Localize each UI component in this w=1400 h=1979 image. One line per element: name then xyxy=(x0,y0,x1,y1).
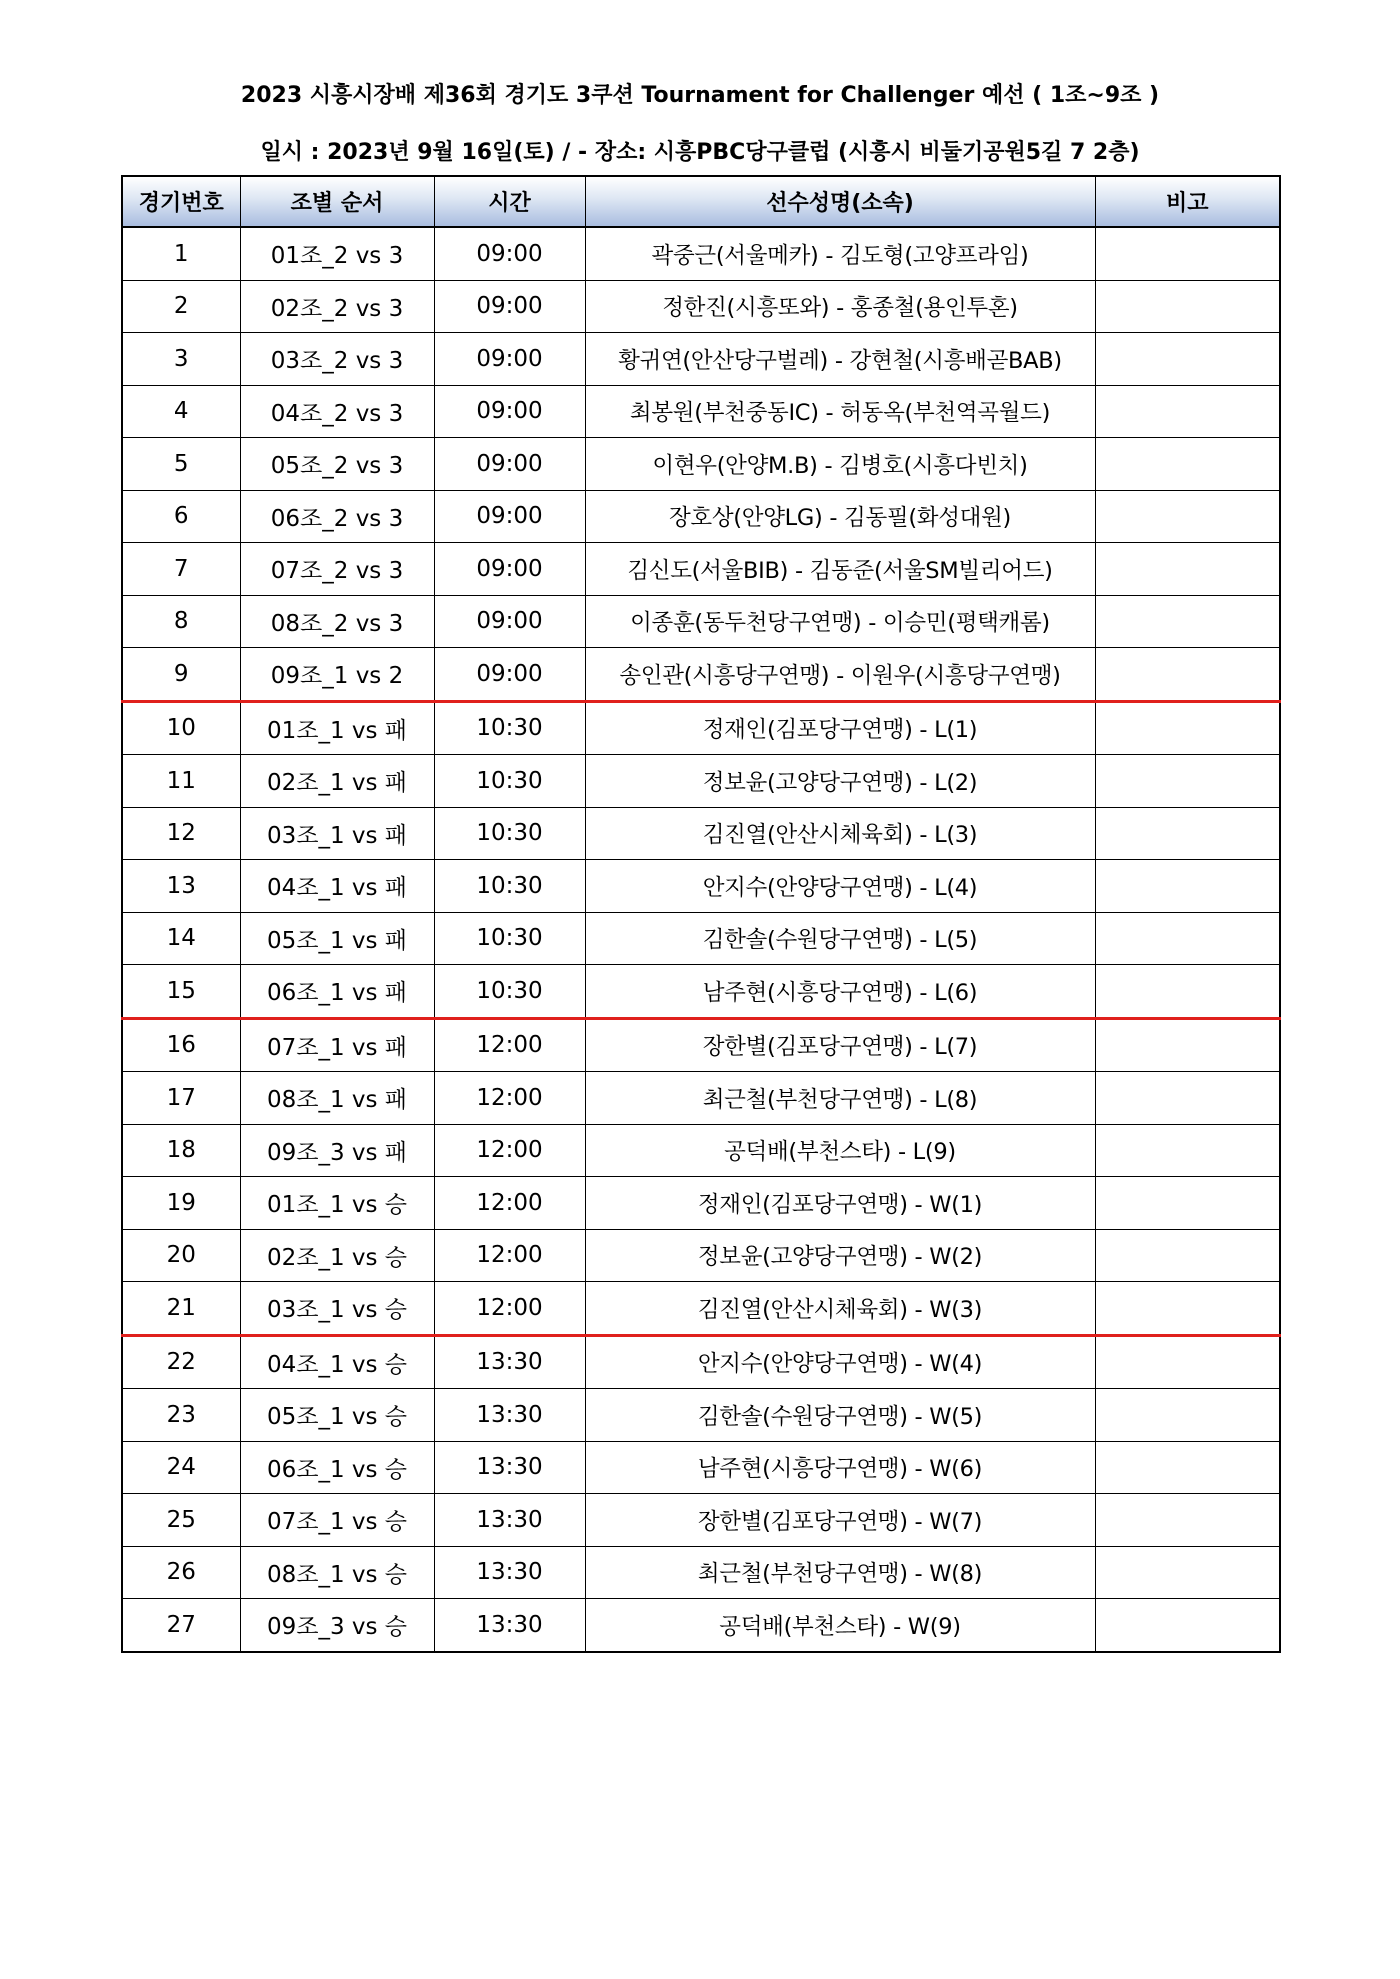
table-row xyxy=(122,1018,1280,1072)
players-cell: 정재인(김포당구연맹) - L(1) xyxy=(585,701,1095,755)
match-number-cell: 15 xyxy=(122,965,240,1019)
table-row xyxy=(122,1389,1280,1442)
group-order-cell: 06조_1 vs 패 xyxy=(240,965,434,1019)
players-cell: 황귀연(안산당구벌레) - 강현철(시흥배곧BAB) xyxy=(585,333,1095,386)
table-row xyxy=(122,227,1280,280)
table-row xyxy=(122,1177,1280,1230)
match-number-cell: 14 xyxy=(122,912,240,965)
match-number-cell: 10 xyxy=(122,701,240,755)
group-order-cell: 02조_2 vs 3 xyxy=(240,280,434,333)
time-cell: 09:00 xyxy=(434,543,585,596)
table-row xyxy=(122,1494,1280,1547)
note-cell xyxy=(1095,438,1280,491)
group-order-cell: 05조_2 vs 3 xyxy=(240,438,434,491)
time-cell: 13:30 xyxy=(434,1599,585,1652)
table-row xyxy=(122,1124,1280,1177)
group-order-cell: 05조_1 vs 패 xyxy=(240,912,434,965)
time-cell: 13:30 xyxy=(434,1441,585,1494)
players-cell: 최봉원(부천중동IC) - 허동옥(부천역곡월드) xyxy=(585,385,1095,438)
note-cell xyxy=(1095,1072,1280,1125)
time-cell: 13:30 xyxy=(434,1389,585,1442)
time-cell: 09:00 xyxy=(434,595,585,648)
note-cell xyxy=(1095,227,1280,280)
table-row xyxy=(122,701,1280,755)
time-cell: 10:30 xyxy=(434,965,585,1019)
note-cell xyxy=(1095,1441,1280,1494)
note-cell xyxy=(1095,1124,1280,1177)
note-cell xyxy=(1095,1335,1280,1389)
column-header-players: 선수성명(소속) xyxy=(585,176,1095,227)
column-header-match-no: 경기번호 xyxy=(122,176,240,227)
table-row xyxy=(122,965,1280,1019)
match-number-cell: 23 xyxy=(122,1389,240,1442)
match-number-cell: 1 xyxy=(122,227,240,280)
match-number-cell: 6 xyxy=(122,490,240,543)
note-cell xyxy=(1095,1282,1280,1336)
group-order-cell: 07조_2 vs 3 xyxy=(240,543,434,596)
players-cell: 공덕배(부천스타) - L(9) xyxy=(585,1124,1095,1177)
time-cell: 12:00 xyxy=(434,1177,585,1230)
players-cell: 김한솔(수원당구연맹) - W(5) xyxy=(585,1389,1095,1442)
time-cell: 13:30 xyxy=(434,1335,585,1389)
table-row xyxy=(122,912,1280,965)
match-number-cell: 17 xyxy=(122,1072,240,1125)
match-number-cell: 7 xyxy=(122,543,240,596)
group-order-cell: 02조_1 vs 패 xyxy=(240,755,434,808)
time-cell: 09:00 xyxy=(434,227,585,280)
table-row xyxy=(122,333,1280,386)
note-cell xyxy=(1095,648,1280,702)
group-order-cell: 02조_1 vs 승 xyxy=(240,1229,434,1282)
players-cell: 남주현(시흥당구연맹) - W(6) xyxy=(585,1441,1095,1494)
group-order-cell: 09조_1 vs 2 xyxy=(240,648,434,702)
note-cell xyxy=(1095,1599,1280,1652)
table-row xyxy=(122,755,1280,808)
time-cell: 09:00 xyxy=(434,490,585,543)
group-order-cell: 03조_1 vs 승 xyxy=(240,1282,434,1336)
players-cell: 안지수(안양당구연맹) - L(4) xyxy=(585,860,1095,913)
players-cell: 이현우(안양M.B) - 김병호(시흥다빈치) xyxy=(585,438,1095,491)
match-number-cell: 8 xyxy=(122,595,240,648)
note-cell xyxy=(1095,333,1280,386)
match-number-cell: 13 xyxy=(122,860,240,913)
players-cell: 최근철(부천당구연맹) - L(8) xyxy=(585,1072,1095,1125)
players-cell: 최근철(부천당구연맹) - W(8) xyxy=(585,1546,1095,1599)
event-date-location: 일시 : 2023년 9월 16일(토) / - 장소: 시흥PBC당구클럽 (시흥시 비둘기공원5길 7 2층) xyxy=(260,140,1140,165)
table-row xyxy=(122,1546,1280,1599)
match-number-cell: 12 xyxy=(122,807,240,860)
match-number-cell: 9 xyxy=(122,648,240,702)
players-cell: 장호상(안양LG) - 김동필(화성대원) xyxy=(585,490,1095,543)
group-order-cell: 07조_1 vs 승 xyxy=(240,1494,434,1547)
time-cell: 09:00 xyxy=(434,438,585,491)
column-header-group-order: 조별 순서 xyxy=(240,176,434,227)
match-number-cell: 16 xyxy=(122,1018,240,1072)
players-cell: 송인관(시흥당구연맹) - 이원우(시흥당구연맹) xyxy=(585,648,1095,702)
table-row xyxy=(122,860,1280,913)
time-cell: 10:30 xyxy=(434,755,585,808)
group-order-cell: 01조_1 vs 승 xyxy=(240,1177,434,1230)
table-row xyxy=(122,1441,1280,1494)
group-order-cell: 08조_1 vs 승 xyxy=(240,1546,434,1599)
time-cell: 12:00 xyxy=(434,1282,585,1336)
group-order-cell: 07조_1 vs 패 xyxy=(240,1018,434,1072)
time-cell: 12:00 xyxy=(434,1072,585,1125)
time-cell: 13:30 xyxy=(434,1494,585,1547)
players-cell: 정보윤(고양당구연맹) - W(2) xyxy=(585,1229,1095,1282)
note-cell xyxy=(1095,860,1280,913)
players-cell: 이종훈(동두천당구연맹) - 이승민(평택캐롬) xyxy=(585,595,1095,648)
table-row xyxy=(122,807,1280,860)
match-number-cell: 25 xyxy=(122,1494,240,1547)
match-number-cell: 3 xyxy=(122,333,240,386)
table-row xyxy=(122,1229,1280,1282)
match-number-cell: 11 xyxy=(122,755,240,808)
time-cell: 10:30 xyxy=(434,701,585,755)
players-cell: 공덕배(부천스타) - W(9) xyxy=(585,1599,1095,1652)
match-number-cell: 26 xyxy=(122,1546,240,1599)
time-cell: 09:00 xyxy=(434,385,585,438)
players-cell: 김진열(안산시체육회) - W(3) xyxy=(585,1282,1095,1336)
time-cell: 09:00 xyxy=(434,648,585,702)
time-cell: 12:00 xyxy=(434,1229,585,1282)
note-cell xyxy=(1095,701,1280,755)
note-cell xyxy=(1095,1229,1280,1282)
time-cell: 10:30 xyxy=(434,860,585,913)
table-row xyxy=(122,648,1280,702)
group-order-cell: 06조_2 vs 3 xyxy=(240,490,434,543)
match-number-cell: 19 xyxy=(122,1177,240,1230)
note-cell xyxy=(1095,807,1280,860)
table-row xyxy=(122,280,1280,333)
note-cell xyxy=(1095,755,1280,808)
time-cell: 12:00 xyxy=(434,1018,585,1072)
note-cell xyxy=(1095,1494,1280,1547)
time-cell: 09:00 xyxy=(434,280,585,333)
table-row xyxy=(122,385,1280,438)
column-header-time: 시간 xyxy=(434,176,585,227)
note-cell xyxy=(1095,1018,1280,1072)
time-cell: 13:30 xyxy=(434,1546,585,1599)
group-order-cell: 05조_1 vs 승 xyxy=(240,1389,434,1442)
table-header-row xyxy=(122,176,1280,227)
note-cell xyxy=(1095,385,1280,438)
time-cell: 10:30 xyxy=(434,912,585,965)
group-order-cell: 04조_1 vs 패 xyxy=(240,860,434,913)
document-title: 2023 시흥시장배 제36회 경기도 3쿠션 Tournament for Challenger 예선 ( 1조~9조 ) xyxy=(240,83,1160,108)
match-number-cell: 24 xyxy=(122,1441,240,1494)
players-cell: 장한별(김포당구연맹) - W(7) xyxy=(585,1494,1095,1547)
group-order-cell: 04조_2 vs 3 xyxy=(240,385,434,438)
players-cell: 김신도(서울BIB) - 김동준(서울SM빌리어드) xyxy=(585,543,1095,596)
match-number-cell: 18 xyxy=(122,1124,240,1177)
time-cell: 09:00 xyxy=(434,333,585,386)
table-row xyxy=(122,595,1280,648)
time-cell: 12:00 xyxy=(434,1124,585,1177)
table-row xyxy=(122,490,1280,543)
players-cell: 남주현(시흥당구연맹) - L(6) xyxy=(585,965,1095,1019)
table-row xyxy=(122,438,1280,491)
group-order-cell: 04조_1 vs 승 xyxy=(240,1335,434,1389)
note-cell xyxy=(1095,1177,1280,1230)
note-cell xyxy=(1095,1389,1280,1442)
note-cell xyxy=(1095,595,1280,648)
players-cell: 정한진(시흥또와) - 홍종철(용인투혼) xyxy=(585,280,1095,333)
table-row xyxy=(122,1335,1280,1389)
group-order-cell: 08조_1 vs 패 xyxy=(240,1072,434,1125)
players-cell: 장한별(김포당구연맹) - L(7) xyxy=(585,1018,1095,1072)
match-number-cell: 2 xyxy=(122,280,240,333)
table-row xyxy=(122,1282,1280,1336)
note-cell xyxy=(1095,965,1280,1019)
note-cell xyxy=(1095,1546,1280,1599)
table-row xyxy=(122,543,1280,596)
players-cell: 안지수(안양당구연맹) - W(4) xyxy=(585,1335,1095,1389)
match-number-cell: 4 xyxy=(122,385,240,438)
column-header-note: 비고 xyxy=(1095,176,1280,227)
group-order-cell: 03조_1 vs 패 xyxy=(240,807,434,860)
group-order-cell: 06조_1 vs 승 xyxy=(240,1441,434,1494)
players-cell: 김진열(안산시체육회) - L(3) xyxy=(585,807,1095,860)
note-cell xyxy=(1095,912,1280,965)
match-number-cell: 20 xyxy=(122,1229,240,1282)
players-cell: 정재인(김포당구연맹) - W(1) xyxy=(585,1177,1095,1230)
time-cell: 10:30 xyxy=(434,807,585,860)
match-number-cell: 5 xyxy=(122,438,240,491)
match-number-cell: 27 xyxy=(122,1599,240,1652)
group-order-cell: 01조_2 vs 3 xyxy=(240,227,434,280)
group-order-cell: 03조_2 vs 3 xyxy=(240,333,434,386)
match-number-cell: 22 xyxy=(122,1335,240,1389)
note-cell xyxy=(1095,543,1280,596)
players-cell: 정보윤(고양당구연맹) - L(2) xyxy=(585,755,1095,808)
note-cell xyxy=(1095,490,1280,543)
players-cell: 김한솔(수원당구연맹) - L(5) xyxy=(585,912,1095,965)
players-cell: 곽중근(서울메카) - 김도형(고양프라임) xyxy=(585,227,1095,280)
match-number-cell: 21 xyxy=(122,1282,240,1336)
group-order-cell: 09조_3 vs 패 xyxy=(240,1124,434,1177)
group-order-cell: 01조_1 vs 패 xyxy=(240,701,434,755)
match-schedule-table xyxy=(121,175,1281,1653)
note-cell xyxy=(1095,280,1280,333)
group-order-cell: 09조_3 vs 승 xyxy=(240,1599,434,1652)
table-row xyxy=(122,1599,1280,1652)
table-row xyxy=(122,1072,1280,1125)
group-order-cell: 08조_2 vs 3 xyxy=(240,595,434,648)
